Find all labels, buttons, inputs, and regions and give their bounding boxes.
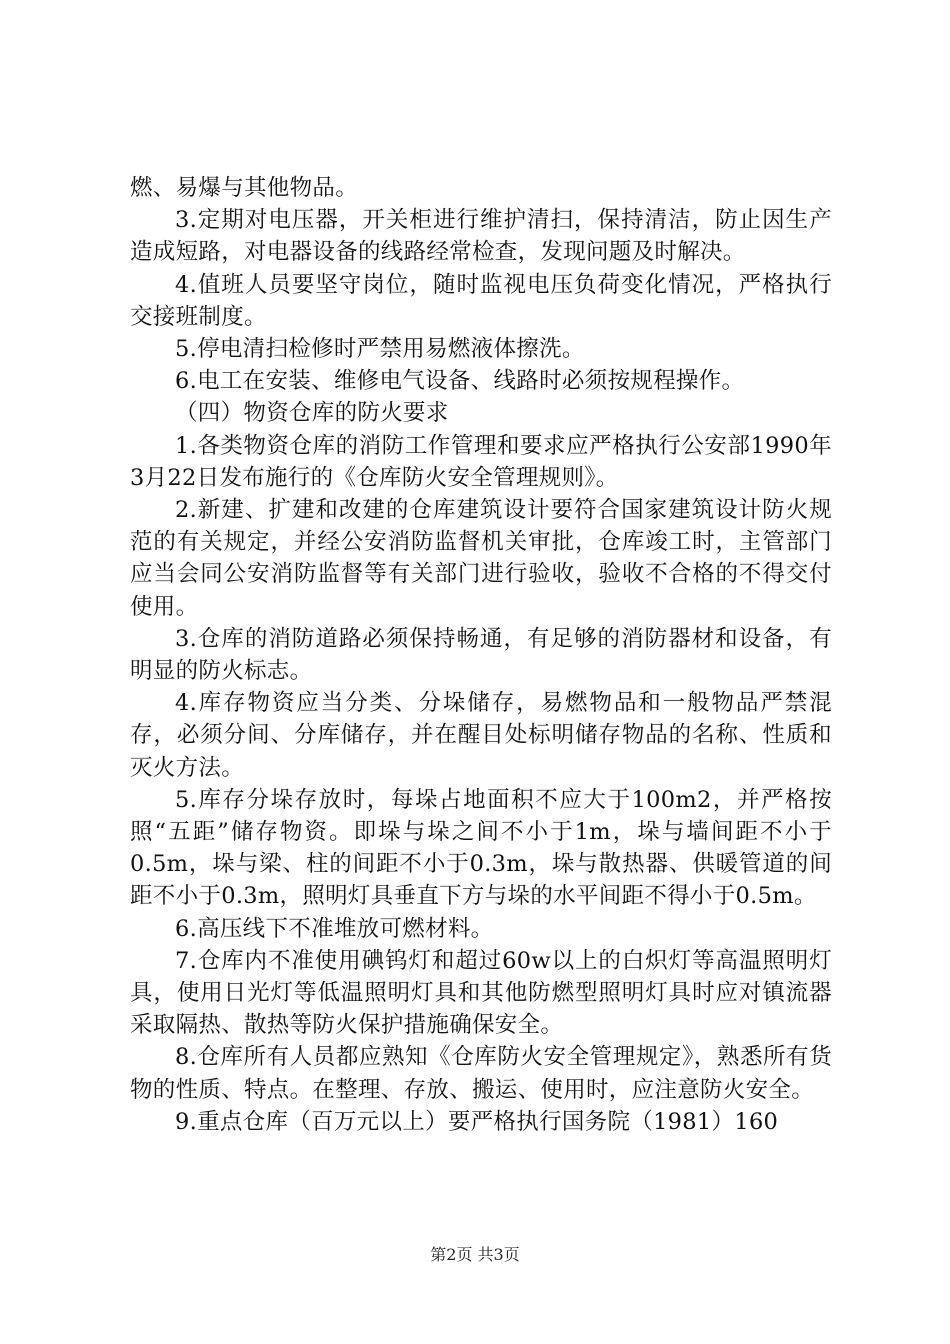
paragraph-warehouse-2: 2.新建、扩建和改建的仓库建筑设计要符合国家建筑设计防火规范的有关规定，并经公安消防监督机关审批，仓库竣工时，主管部门应当会同公安消防监督等有关部门进行验收，验收不合格的不得交付使用。	[130, 497, 832, 620]
paragraph-warehouse-5: 5.库存分垛存放时，每垛占地面积不应大于100m2，并严格按照“五距”储存物资。即垛与垛之间不小于1m，垛与墙间距不小于0.5m，垛与梁、柱的间距不小于0.3m，垛与散热器、供暖管道的间距不小于0.3m，照明灯具垂直下方与垛的水平间距不得小于0.5m。	[130, 786, 832, 910]
paragraph-warehouse-7: 7.仓库内不准使用碘钨灯和超过60w以上的白炽灯等高温照明灯具，使用日光灯等低温照明灯具和其他防燃型照明灯具时应对镇流器采取隔热、散热等防火保护措施确保安全。	[130, 947, 832, 1039]
document-body	[130, 172, 832, 1138]
page-number-label: 第2页 共3页	[430, 1245, 520, 1264]
paragraph-warehouse-1: 1.各类物资仓库的消防工作管理和要求应严格执行公安部1990年3月22日发布施行的《仓库防火安全管理规则》。	[130, 432, 832, 491]
paragraph-item-4: 4.值班人员要坚守岗位，随时监视电压负荷变化情况，严格执行交接班制度。	[130, 271, 832, 330]
section-heading: （四）物资仓库的防火要求	[175, 400, 449, 427]
paragraph-item-6: 6.电工在安装、维修电气设备、线路时必须按规程操作。	[175, 368, 745, 395]
paragraph-warehouse-3: 3.仓库的消防道路必须保持畅通，有足够的消防器材和设备，有明显的防火标志。	[130, 625, 832, 685]
paragraph-warehouse-8: 8.仓库所有人员都应熟知《仓库防火安全管理规定》，熟悉所有货物的性质、特点。在整理、存放、搬运、使用时，应注意防火安全。	[130, 1044, 832, 1103]
paragraph-warehouse-6: 6.高压线下不准堆放可燃材料。	[175, 915, 494, 942]
paragraph-warehouse-9: 9.重点仓库（百万元以上）要严格执行国务院（1981）160	[175, 1108, 779, 1135]
paragraph-continuation: 燃、易爆与其他物品。	[130, 175, 359, 201]
paragraph-warehouse-4: 4.库存物资应当分类、分垛储存，易燃物品和一般物品严禁混存，必须分间、分库储存，并在醒目处标明储存物品的名称、性质和灭火方法。	[130, 690, 832, 781]
paragraph-item-5: 5.停电清扫检修时严禁用易燃液体擦洗。	[175, 336, 585, 363]
page-footer	[0, 1245, 950, 1265]
paragraph-item-3: 3.定期对电压器，开关柜进行维护清扫，保持清洁，防止因生产造成短路，对电器设备的线路经常检查，发现问题及时解决。	[130, 207, 832, 266]
